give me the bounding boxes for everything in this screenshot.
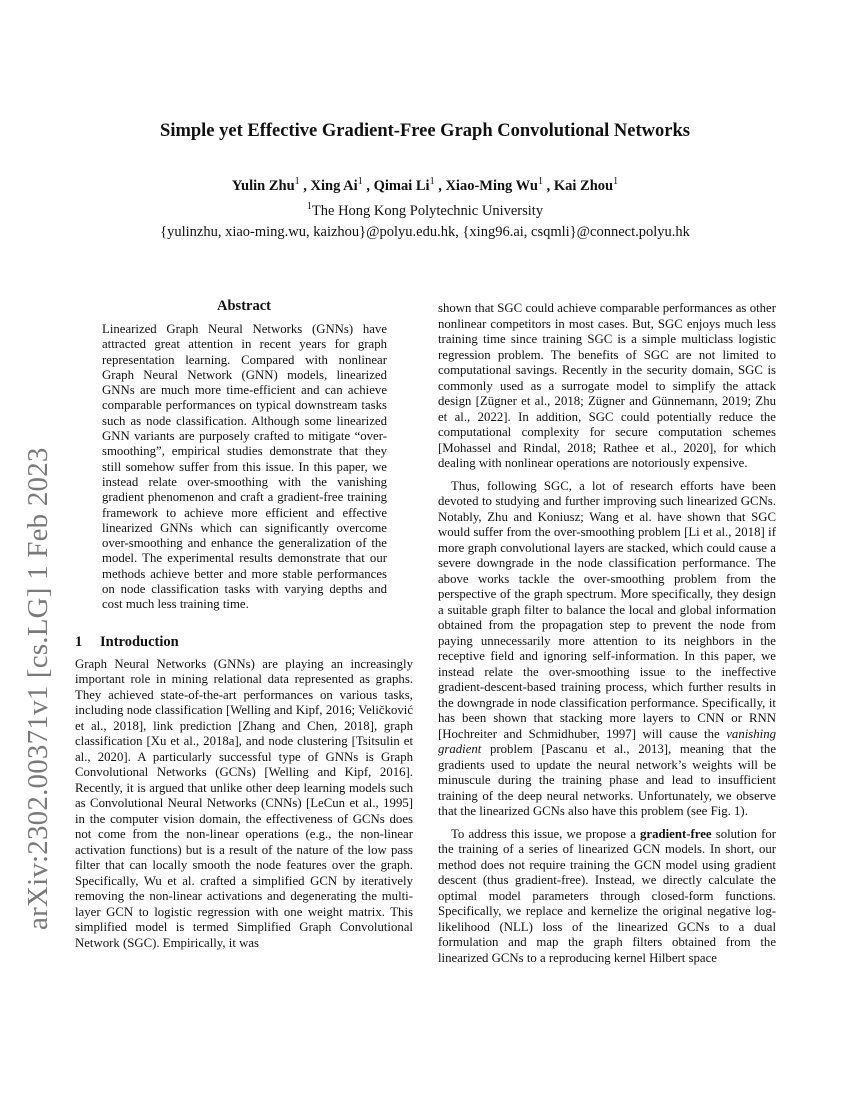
author-affil-mark: 1 [294, 176, 300, 187]
affiliation-name: The Hong Kong Polytechnic University [311, 202, 544, 219]
intro-paragraph-3 [438, 827, 776, 967]
author-affil-mark: 1 [429, 176, 435, 187]
section-heading-introduction [75, 634, 413, 651]
author-emails: {yulinzhu, xiao-ming.wu, kaizhou}@polyu.edu.hk, {xing96.ai, csqmli}@connect.polyu.hk [160, 224, 690, 240]
author-affil-mark: 1 [537, 176, 543, 187]
author-list: Yulin Zhu$^1$ , Xing Ai$^1$ , Qimai Li$^1$ , Xiao-Ming Wu$^1$ , Kai Zhou$^1$ [231, 176, 619, 194]
abstract-heading: Abstract [217, 298, 271, 314]
paragraph-text: solution for the training of a series of linearized GCN models. In short, our method does not require training the GCN model using gradient descent (thus gradient-free). Instead, we directly calculate the optimal model parameters through closed-form functions. Specifically, we replace and kernelize the original negative log-likelihood (NLL) loss of the linearized GCNs to a dual formulation and map the graph filters obtained from the linearized GCNs to a reproducing kernel Hilbert space [438, 826, 777, 965]
author-name: Kai Zhou [553, 177, 614, 194]
intro-paragraph-1: Graph Neural Networks (GNNs) are playing an increasingly important role in mining relational data represented as graphs. They achieved state-of-the-art performances on various tasks, including node classification [Welling and Kipf, 2016; Veličković et al., 2018], link prediction [Zhang and Chen, 2018], graph classification [Xu et al., 2018a], and node clustering [Tsitsulin et al., 2020]. A particularly successful type of GNNs is Graph Convolutional Networks (GCNs) [Welling and Kipf, 2016]. Recently, it is argued that unlike other deep learning models such as Convolutional Neural Networks (CNNs) [LeCun et al., 1995] in the computer vision domain, the effectiveness of GCNs does not come from the non-linear operations (e.g., the non-linear activation functions) but is a result of the nature of the low pass filter that can locally smooth the node features over the graph. Specifically, Wu et al. crafted a simplified GCN by iteratively removing the non-linear activations and degenerating the multi-layer GCN to logistic regression with one weight matrix. This simplified model is termed Simplified Graph Convolutional Network (SGC). Empirically, it was [75, 656, 413, 950]
paragraph-text: problem [Pascanu et al., 2013], meaning that the gradients used to update the neural network’s weights will be minuscule during the training phase and lead to insufficient training of the deep neural networks. Unfortunately, we observe that the linearized GCNs also have this problem (see Fig. 1). [438, 742, 776, 818]
author-name: Yulin Zhu [231, 177, 295, 194]
paper-title: Simple yet Effective Gradient-Free Graph Convolutional Networks [160, 121, 690, 141]
author-name: Xiao-Ming Wu [445, 177, 538, 194]
author-name: Xing Ai [310, 177, 358, 194]
affiliation-mark: 1 [306, 201, 312, 212]
intro-paragraph-2 [438, 479, 776, 820]
author-affil-mark: 1 [613, 176, 619, 187]
paragraph-text: Thus, following SGC, a lot of research efforts have been devoted to studying and further improving such linearized GCNs. Notably, Zhu and Koniusz; Wang et al. have shown that SGC would suffer from the over-smoothing problem [Li et al., 2018] if more graph convolutional layers are stacked, which could cause a severe downgrade in the node classification performance. The above works tackle the over-smoothing problem from the perspective of the graph spectrum. More specifically, they design a suitable graph filter to balance the local and global information obtained from the propagation step to prevent the node from paying unnecessarily more attention to its neighbors in the receptive field and ignoring self-information. In this paper, we instead relate the over-smoothing issue to the ineffective gradient-descent-based training process, which further results in the downgrade in node classification performance. Specifically, it has been shown that stacking more layers to CNN or RNN [Hochreiter and Schmidhuber, 1997] will cause the [438, 478, 776, 741]
section-number: 1 [75, 633, 83, 650]
paragraph-text: To address this issue, we propose a [451, 826, 636, 841]
author-affil-mark: 1 [357, 176, 363, 187]
section-title: Introduction [100, 633, 179, 650]
left-column [75, 298, 413, 951]
bold-term: gradient-free [640, 826, 712, 841]
emphasis-text: vanishing gradient [438, 726, 776, 756]
affiliation [0, 201, 850, 220]
author-name: Qimai Li [373, 177, 430, 194]
arxiv-side-stamp: arXiv:2302.00371v1 [cs.LG] 1 Feb 2023 [22, 447, 54, 930]
abstract-text: Linearized Graph Neural Networks (GNNs) have attracted great attention in recent years for graph representation learning. Compared with nonlinear Graph Neural Network (GNN) models, linearized GNNs are much more time-efficient and can achieve comparable performances on typical downstream tasks such as node classification. Although some linearized GNN variants are purposely crafted to mitigate “over-smoothing”, empirical studies demonstrate that they still somehow suffer from this issue. In this paper, we instead relate over-smoothing with the vanishing gradient phenomenon and craft a gradient-free training framework to achieve more efficient and effective linearized GNNs which can significantly overcome over-smoothing and enhance the generalization of the model. The experimental results demonstrate that our methods achieve better and more stable performances on node classification tasks with varying depths and cost much less training time. [102, 322, 387, 612]
intro-paragraph-continued: shown that SGC could achieve comparable performances as other nonlinear competitors in most cases. But, SGC enjoys much less training time since training SGC is a simple multiclass logistic regression problem. The benefits of SGC are not limited to computational savings. Recently in the security domain, SGC is commonly used as a surrogate model to simplify the attack design [Zügner et al., 2018; Zügner and Günnemann, 2019; Zhu et al., 2022]. In addition, SGC could potentially reduce the computational complexity for secure computation schemes [Mohassel and Rindal, 2018; Rathee et al., 2020], for which dealing with nonlinear operations are notoriously expensive. [438, 301, 776, 470]
right-column [438, 301, 776, 966]
